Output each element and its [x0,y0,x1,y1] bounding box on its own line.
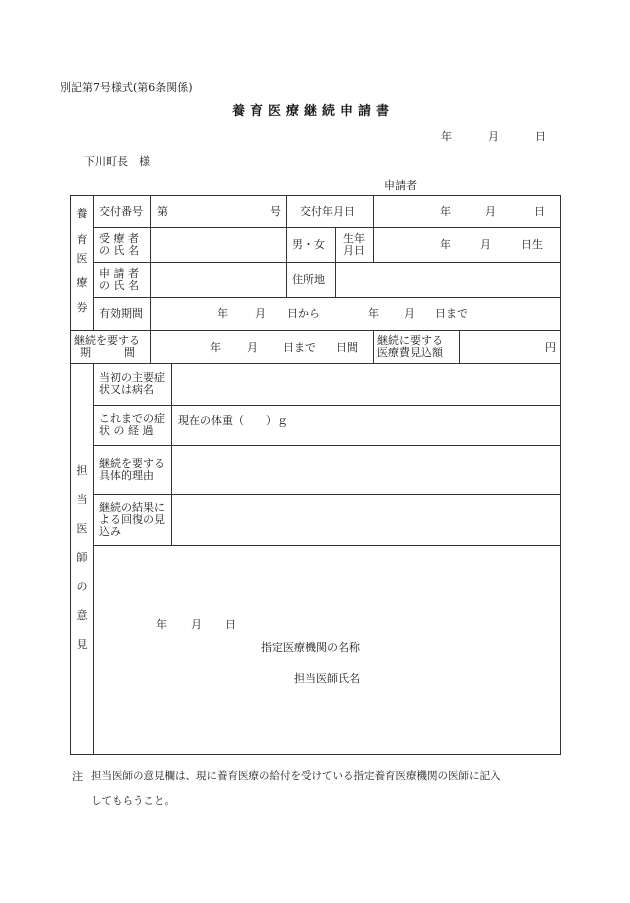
section-char: 券 [76,301,88,314]
course-field[interactable] [172,406,560,445]
section-char: 育 [76,233,88,246]
opinion-date-month: 月 [191,618,202,631]
continuation-month: 月 [247,341,258,354]
section-char: 担 [76,464,88,477]
birth-date-label-line: 月日 [343,244,365,257]
section-char: の [76,580,88,593]
patient-name-label-line: の 氏 名 [99,244,139,257]
opinion-date-day: 日 [225,618,236,631]
patient-name-field[interactable] [151,228,286,262]
number-prefix: 第 [157,205,168,218]
issue-date-month: 月 [485,205,496,218]
number-label: 交付番号 [99,205,143,218]
cost-unit: 円 [545,341,556,354]
valid-to-month: 月 [404,307,415,320]
outlook-label-line: 込み [99,525,121,538]
outlook-field[interactable] [172,495,560,545]
note-text: してもらうこと。 [91,795,175,807]
section-char: 当 [76,493,88,506]
section-char: 見 [76,638,88,651]
birth-date-label-line: 生年 [343,232,365,245]
reason-field[interactable] [172,446,560,494]
section-char: 療 [76,276,88,289]
valid-from-year: 年 [217,307,228,320]
outlook-label [99,502,165,538]
course-label-line: これまでの症 [99,412,165,425]
header-date-day: 日 [535,130,546,143]
continuation-days: 日間 [336,341,358,354]
applicant-label: 申請者 [384,179,417,192]
form-label: 別記第7号様式(第6条関係) [60,81,193,94]
issue-date-label: 交付年月日 [300,205,355,218]
continuation-period-label-line: 継続を要する [74,334,140,347]
note-label: 注 [72,770,83,783]
note-text: 担当医師の意見欄は、現に養育医療の給付を受けている指定養育医療機関の医師に記入 [91,770,501,782]
valid-period-field[interactable] [151,298,560,330]
valid-period-label: 有効期間 [99,307,143,320]
issue-date-field[interactable] [374,196,560,227]
table-line [70,754,561,755]
continuation-year: 年 [210,341,221,354]
table-line [373,330,374,363]
course-label [99,413,165,437]
valid-to-year: 年 [368,307,379,320]
main-symptom-label [99,372,165,396]
applicant-name-label-line: 申 請 者 [99,267,139,280]
opinion-date-year: 年 [156,618,167,631]
reason-label [99,458,165,482]
continuation-period-label [74,335,140,359]
valid-from-month: 月 [255,307,266,320]
continuation-cost-label-line: 継続に要する [377,334,443,347]
sex-selector[interactable]: 男・女 [292,238,325,251]
continuation-period-label-line: 期 間 [80,346,135,359]
section-char: 医 [76,522,88,535]
continuation-cost-label [377,335,443,359]
continuation-period-field[interactable] [151,331,373,363]
valid-to-day: 日まで [435,307,468,320]
table-line [93,195,94,330]
applicant-name-label-line: の 氏 名 [99,279,139,292]
header-date-month: 月 [488,130,499,143]
addressee: 下川町長 様 [84,155,150,168]
table-line [560,195,561,755]
section-char: 医 [76,252,88,265]
birth-day: 日生 [521,238,543,251]
patient-name-label [99,233,139,257]
main-symptom-field[interactable] [172,364,560,405]
applicant-name-label [99,268,139,292]
address-field[interactable] [336,263,560,297]
doctor-name-label: 担当医師氏名 [294,672,360,685]
birth-date-label [343,233,365,257]
patient-name-label-line: 受 療 者 [99,232,139,245]
continuation-cost-field[interactable] [460,331,560,363]
birth-date-field[interactable] [374,228,560,262]
main-symptom-label-line: 当初の主要症 [99,371,165,384]
institution-label: 指定医療機関の名称 [261,641,360,654]
issue-date-year: 年 [440,205,451,218]
outlook-label-line: 継続の結果に [99,501,165,514]
applicant-name-field[interactable] [151,263,286,297]
issue-date-day: 日 [534,205,545,218]
outlook-label-line: よる回復の見 [99,513,165,526]
reason-label-line: 具体的理由 [99,469,154,482]
signature-area[interactable] [94,546,560,754]
continuation-day: 日まで [283,341,316,354]
table-line [70,195,71,755]
reason-label-line: 継続を要する [99,457,165,470]
course-label-line: 状 の 経 過 [99,424,154,437]
birth-year: 年 [440,238,451,251]
section-char: 師 [76,551,88,564]
number-field[interactable] [151,196,286,227]
current-weight: 現在の体重（ ）ｇ [178,414,288,427]
section-char: 養 [76,207,88,220]
main-symptom-label-line: 状又は病名 [99,383,154,396]
number-suffix: 号 [270,205,281,218]
table-line [286,195,287,297]
continuation-cost-label-line: 医療費見込額 [377,346,443,359]
section-char: 意 [76,609,88,622]
birth-month: 月 [480,238,491,251]
page-title: 養育医療継続申請書 [232,104,395,119]
address-label: 住所地 [292,273,325,286]
valid-from-day: 日から [287,307,320,320]
header-date-year: 年 [441,130,452,143]
